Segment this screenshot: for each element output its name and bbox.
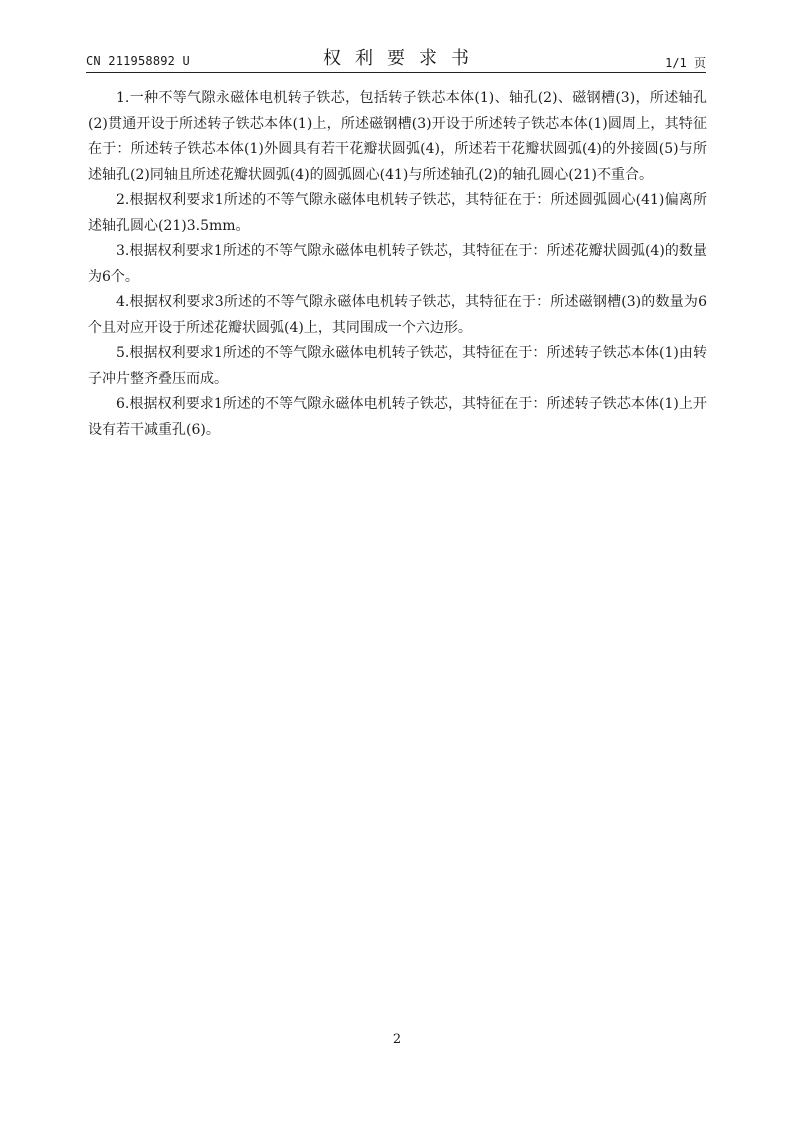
document-header bbox=[86, 44, 706, 70]
claim-2: 2.根据权利要求1所述的不等气隙永磁体电机转子铁芯，其特征在于：所述圆弧圆心(41)偏离所述轴孔圆心(21)3.5mm。 bbox=[88, 192, 707, 234]
claim-6: 6.根据权利要求1所述的不等气隙永磁体电机转子铁芯，其特征在于：所述转子铁芯本体(1)上开设有若干减重孔(6)。 bbox=[88, 396, 707, 438]
claim-5: 5.根据权利要求1所述的不等气隙永磁体电机转子铁芯，其特征在于：所述转子铁芯本体(1)由转子冲片整齐叠压而成。 bbox=[88, 345, 707, 387]
document-title: 权利要求书 bbox=[323, 48, 483, 69]
page-number: 2 bbox=[392, 1032, 402, 1047]
claim-3: 3.根据权利要求1所述的不等气隙永磁体电机转子铁芯，其特征在于：所述花瓣状圆弧(4)的数量为6个。 bbox=[88, 243, 707, 285]
header-divider bbox=[86, 72, 706, 73]
claims-body bbox=[88, 86, 707, 443]
page-count: 1/1 页 bbox=[665, 56, 706, 70]
claim-1: 1.一种不等气隙永磁体电机转子铁芯，包括转子铁芯本体(1)、轴孔(2)、磁钢槽(3)，所述轴孔(2)贯通开设于所述转子铁芯本体(1)上，所述磁钢槽(3)开设于所述转子铁芯本体(1)圆周上，其特征在于：所述转子铁芯本体(1)外圆具有若干花瓣状圆弧(4)，所述若干花瓣状圆弧(4)的外接圆(5)与所述轴孔(2)同轴且所述花瓣状圆弧(4)的圆弧圆心(41)与所述轴孔(2)的轴孔圆心(21)不重合。 bbox=[88, 90, 707, 183]
claim-4: 4.根据权利要求3所述的不等气隙永磁体电机转子铁芯，其特征在于：所述磁钢槽(3)的数量为6个且对应开设于所述花瓣状圆弧(4)上，其同围成一个六边形。 bbox=[88, 294, 707, 336]
publication-number: CN 211958892 U bbox=[86, 54, 190, 68]
